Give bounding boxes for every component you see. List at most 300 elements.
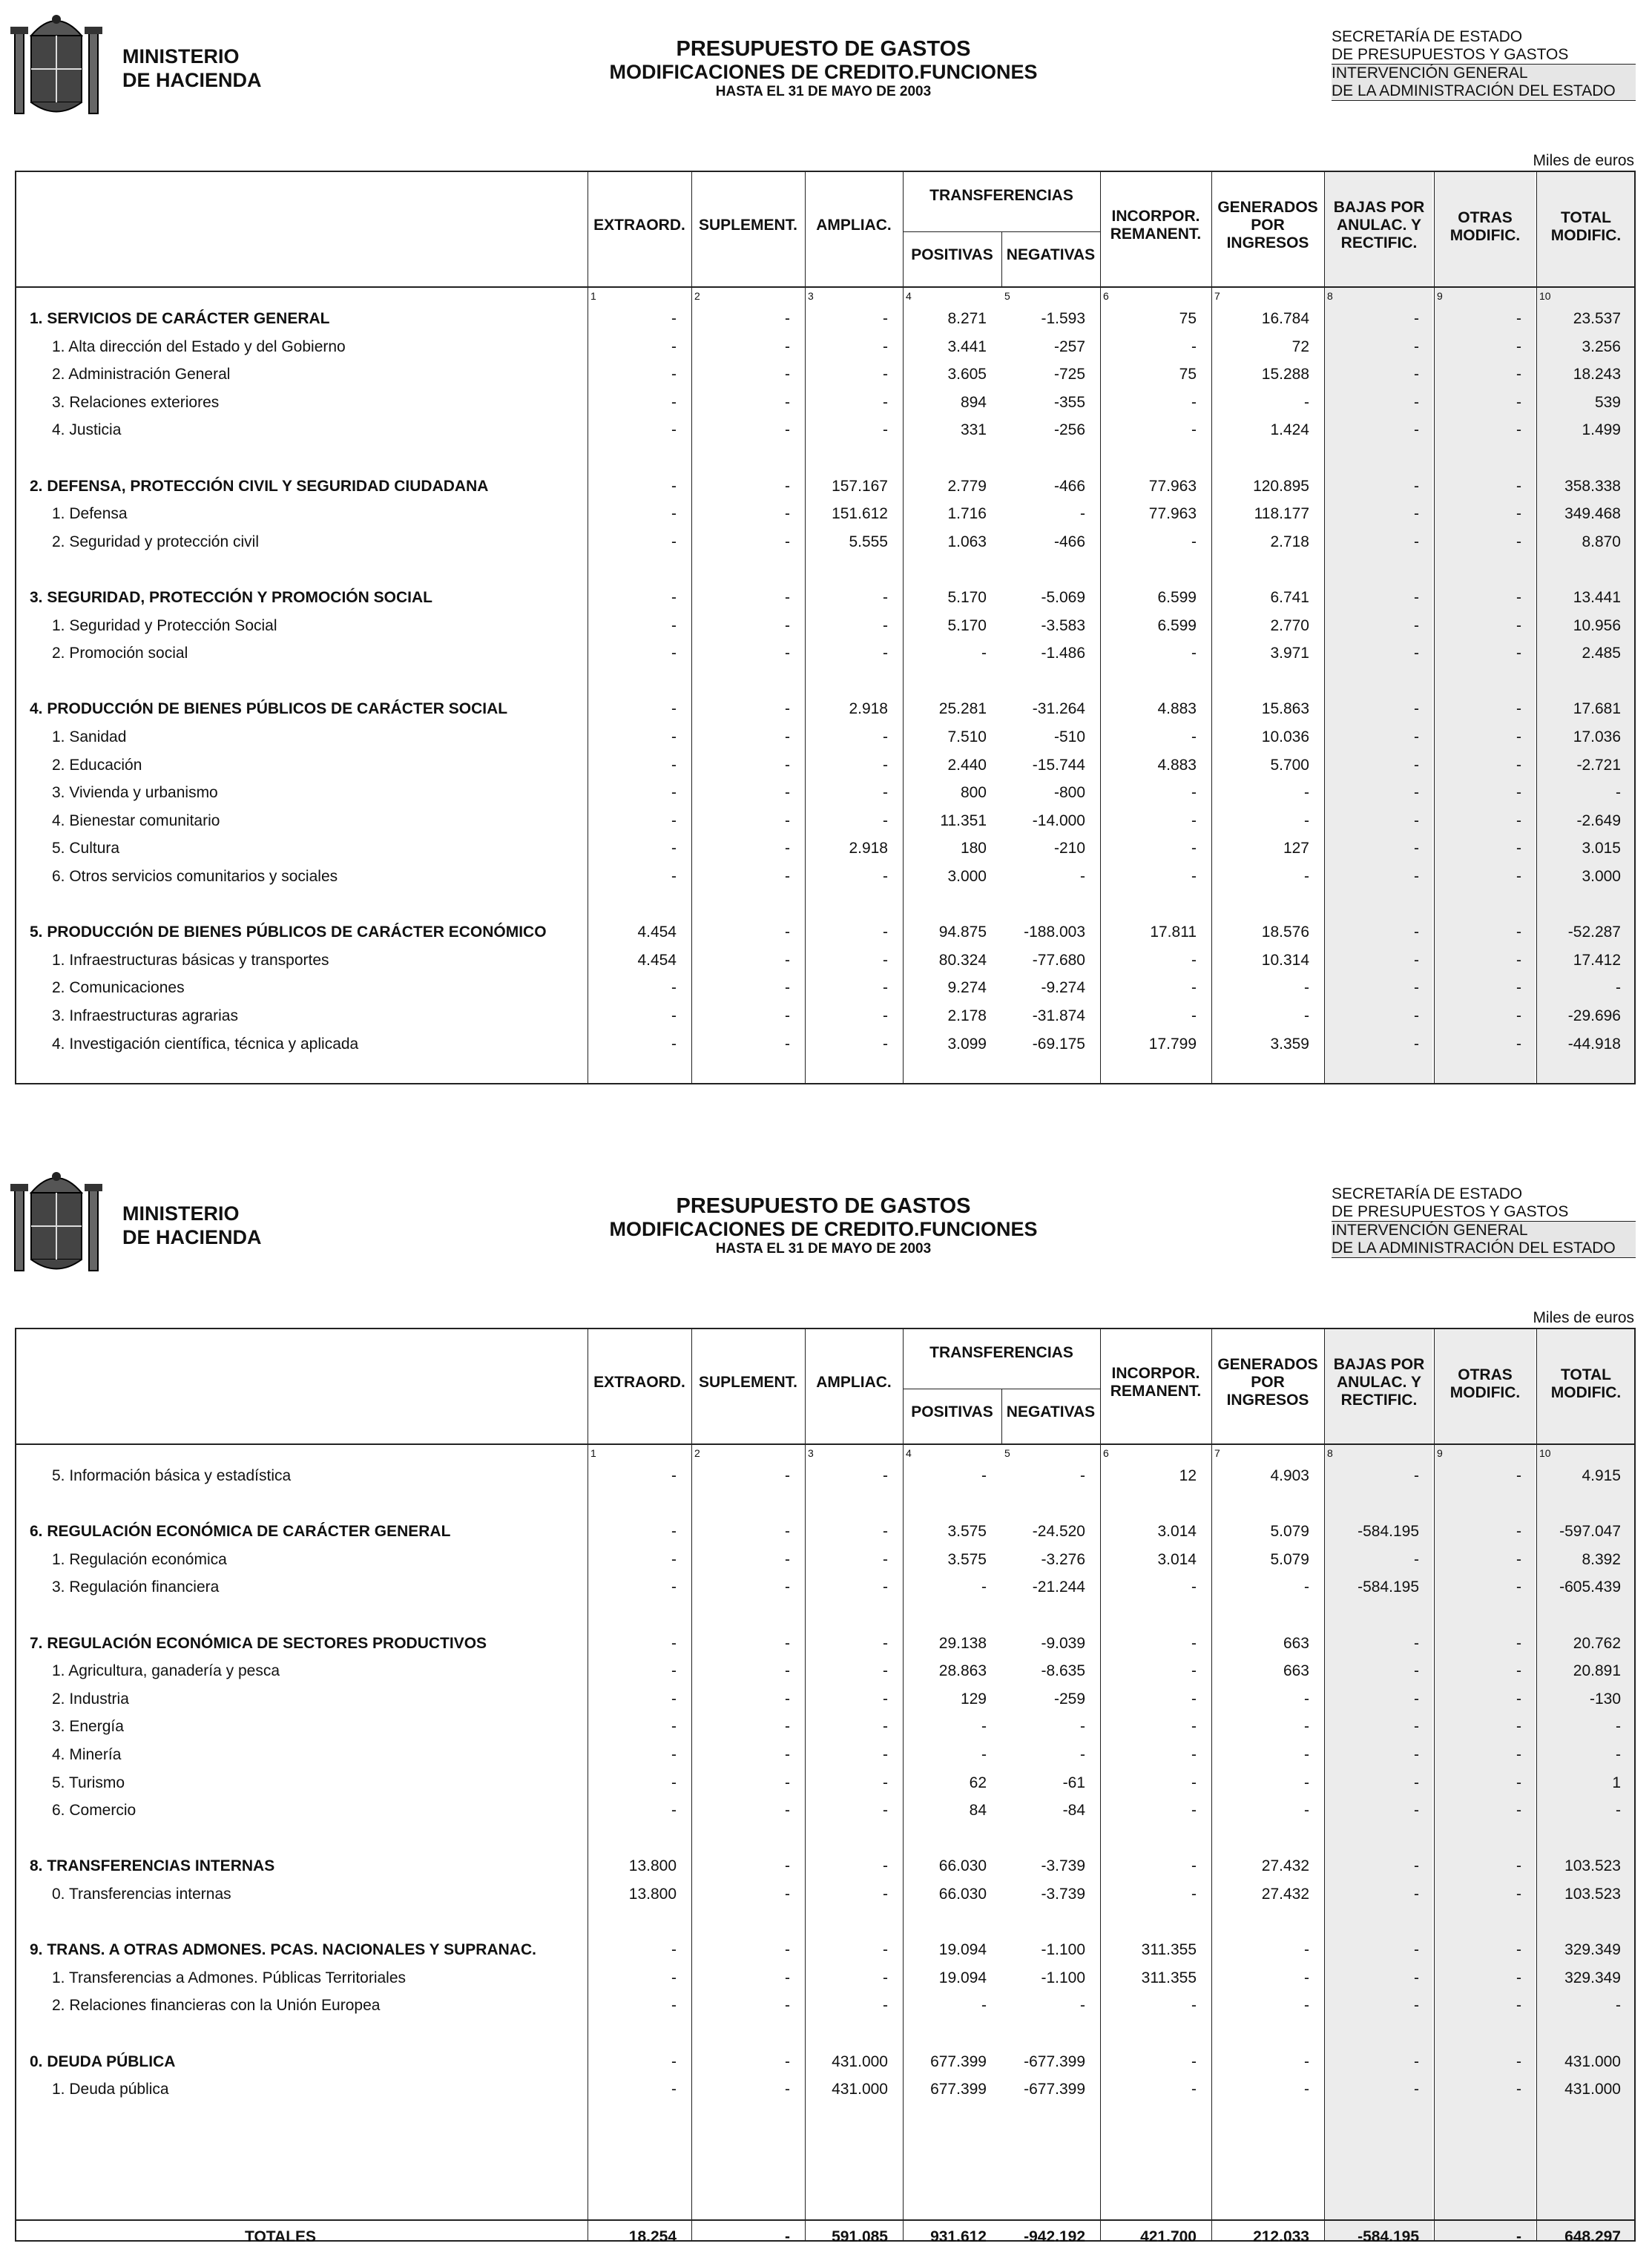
col-number: 10 <box>1539 290 1551 302</box>
cell-value: - <box>1080 505 1085 523</box>
cell-value: - <box>1304 979 1309 997</box>
cell-value: - <box>671 756 677 774</box>
col-header-incorpor <box>1100 1365 1211 1400</box>
table-row <box>0 640 1652 667</box>
cell-value: -21.244 <box>1032 1578 1085 1596</box>
cell-value: 2.770 <box>1270 616 1309 634</box>
cell-value: 894 <box>960 393 987 411</box>
cell-value: - <box>1304 393 1309 411</box>
cell-value: - <box>1304 1746 1309 1763</box>
col-header-total-l2: MODIFIC. <box>1550 227 1622 244</box>
cell-value: 77.963 <box>1148 505 1197 523</box>
cell-value: - <box>1414 310 1419 327</box>
cell-value: - <box>785 1802 790 1820</box>
col-header-bajas-l2: ANULAC. Y <box>1337 217 1421 234</box>
intervencion-line1: INTERVENCIÓN GENERAL <box>1332 65 1636 82</box>
cell-value: - <box>1304 1997 1309 2015</box>
cell-value: 17.799 <box>1148 1035 1197 1053</box>
cell-value: - <box>785 1007 790 1024</box>
table-row <box>0 780 1652 806</box>
cell-value: - <box>785 1997 790 2015</box>
cell-value: 663 <box>1283 1662 1309 1680</box>
cell-value: - <box>1414 1634 1419 1652</box>
cell-value: - <box>671 505 677 523</box>
cell-value: -3.276 <box>1041 1550 1085 1568</box>
cell-value: -130 <box>1589 1690 1621 1708</box>
cell-value: 27.432 <box>1261 1886 1309 1903</box>
cell-value: - <box>671 1774 677 1791</box>
col-number: 9 <box>1437 1447 1443 1459</box>
ministry-name <box>122 45 262 92</box>
cell-value: -2.721 <box>1576 756 1621 774</box>
cell-value: - <box>785 1941 790 1959</box>
cell-value: 129 <box>960 1690 987 1708</box>
report-subtitle: MODIFICACIONES DE CREDITO.FUNCIONES <box>609 1218 1038 1240</box>
cell-value: 10.314 <box>1261 951 1309 969</box>
cell-value: - <box>883 616 888 634</box>
col-header-negativas: NEGATIVAS <box>1006 1403 1096 1420</box>
cell-value: - <box>883 1523 888 1541</box>
cell-value: -3.739 <box>1041 1886 1085 1903</box>
cell-value: 18.243 <box>1573 366 1621 383</box>
cell-value: -210 <box>1053 840 1085 857</box>
cell-value: - <box>883 784 888 802</box>
cell-value: 13.800 <box>628 1857 677 1875</box>
cell-value: -5.069 <box>1041 589 1085 606</box>
cell-value: - <box>883 366 888 383</box>
cell-value: - <box>1191 784 1197 802</box>
cell-value: - <box>671 477 677 495</box>
col-header-total-l1: TOTAL <box>1560 1366 1612 1383</box>
cell-value: -466 <box>1053 477 1085 495</box>
cell-value: - <box>1516 645 1521 662</box>
row-label: 1. Sanidad <box>52 728 127 745</box>
cell-value: 11.351 <box>940 811 987 829</box>
cell-value: 2.918 <box>849 700 888 718</box>
cell-value: - <box>883 1467 888 1484</box>
cell-value: - <box>883 1007 888 1024</box>
cell-value: -31.264 <box>1032 700 1085 718</box>
col-header-generados-l2: POR <box>1251 217 1285 234</box>
cell-value: - <box>1516 728 1521 745</box>
row-label: 0. Transferencias internas <box>52 1886 231 1903</box>
spacer-row <box>0 668 1652 695</box>
cell-value: - <box>1414 979 1419 997</box>
cell-value: - <box>785 700 790 718</box>
cell-value: - <box>785 616 790 634</box>
row-label: 3. Vivienda y urbanismo <box>52 784 218 802</box>
cell-value: - <box>785 1035 790 1053</box>
cell-value: - <box>1516 616 1521 634</box>
cell-value: 329.349 <box>1564 1969 1621 1986</box>
row-label: 3. SEGURIDAD, PROTECCIÓN Y PROMOCIÓN SOCIAL <box>30 589 432 606</box>
cell-value: 75 <box>1179 366 1197 383</box>
cell-value: -31.874 <box>1032 1007 1085 1024</box>
cell-value: - <box>1414 1969 1419 1986</box>
table-row <box>0 1992 1652 2019</box>
cell-value: - <box>1516 1718 1521 1736</box>
cell-value: - <box>1191 811 1197 829</box>
table-row <box>0 1881 1652 1908</box>
cell-value: - <box>671 1523 677 1541</box>
cell-value: - <box>785 505 790 523</box>
col-header-negativas: NEGATIVAS <box>1006 246 1096 263</box>
cell-value: - <box>671 868 677 885</box>
row-label: 3. Infraestructuras agrarias <box>52 1007 238 1024</box>
table-row <box>0 1686 1652 1713</box>
spacer-row <box>0 2021 1652 2047</box>
col-number: 3 <box>808 1447 814 1459</box>
cell-value: - <box>1304 1774 1309 1791</box>
cell-value: 1.063 <box>947 533 987 550</box>
cell-value: 1.424 <box>1270 421 1309 439</box>
cell-value: - <box>671 1550 677 1568</box>
cell-value: - <box>671 1802 677 1820</box>
cell-value: 3.971 <box>1270 645 1309 662</box>
cell-value: - <box>1414 784 1419 802</box>
row-label: 0. DEUDA PÚBLICA <box>30 2052 176 2070</box>
cell-value: -1.486 <box>1041 645 1085 662</box>
cell-value: -15.744 <box>1032 756 1085 774</box>
cell-value: -1.593 <box>1041 310 1085 327</box>
col-header-total <box>1536 209 1636 245</box>
header-divider <box>15 286 1636 288</box>
cell-value: - <box>1191 1718 1197 1736</box>
cell-value: 5.079 <box>1270 1550 1309 1568</box>
cell-value: 331 <box>960 421 987 439</box>
row-label: 2. DEFENSA, PROTECCIÓN CIVIL Y SEGURIDAD CIUDADANA <box>30 477 489 495</box>
cell-value: 431.000 <box>1564 2081 1621 2098</box>
col-number: 4 <box>906 290 912 302</box>
cell-value: - <box>883 756 888 774</box>
cell-value: - <box>981 1997 987 2015</box>
cell-value: - <box>1516 421 1521 439</box>
cell-value: - <box>785 1634 790 1652</box>
table-row <box>0 724 1652 751</box>
col-header-generados <box>1211 1356 1324 1409</box>
cell-value: - <box>671 728 677 745</box>
cell-value: - <box>671 1007 677 1024</box>
cell-value: -605.439 <box>1559 1578 1621 1596</box>
cell-value: 1 <box>1612 1774 1621 1791</box>
cell-value: - <box>1414 1550 1419 1568</box>
section-row <box>0 919 1652 946</box>
cell-value: 84 <box>969 1802 987 1820</box>
cell-value: 77.963 <box>1148 477 1197 495</box>
col-header-extraord: EXTRAORD. <box>593 217 685 234</box>
cell-value: - <box>1304 868 1309 885</box>
col-header-bajas-l3: RECTIFIC. <box>1340 1392 1418 1409</box>
cell-value: - <box>981 645 987 662</box>
cell-value: - <box>1414 1746 1419 1763</box>
cell-value: - <box>1414 1035 1419 1053</box>
cell-value: 3.099 <box>947 1035 987 1053</box>
cell-value: 3.000 <box>947 868 987 885</box>
table-row <box>0 361 1652 388</box>
row-label: 1. Transferencias a Admones. Públicas Territoriales <box>52 1969 407 1986</box>
cell-value: -256 <box>1053 421 1085 439</box>
cell-value: - <box>671 616 677 634</box>
cell-value: 23.537 <box>1573 310 1621 327</box>
cell-value: 349.468 <box>1564 505 1621 523</box>
cell-value: 2.918 <box>849 840 888 857</box>
row-label: 2. Industria <box>52 1690 129 1708</box>
cell-value: - <box>671 393 677 411</box>
col-header-total-l1: TOTAL <box>1560 209 1612 226</box>
col-header-positivas: POSITIVAS <box>911 1403 993 1420</box>
cell-value: - <box>671 1467 677 1484</box>
cell-value: - <box>1191 645 1197 662</box>
cell-value: - <box>785 2081 790 2098</box>
col-header-generados-l3: INGRESOS <box>1226 234 1309 251</box>
cell-value: - <box>1414 366 1419 383</box>
cell-value: 180 <box>960 840 987 857</box>
intervencion-line2: DE LA ADMINISTRACIÓN DEL ESTADO <box>1332 1239 1636 1258</box>
cell-value: - <box>1191 1802 1197 1820</box>
table-row <box>0 1742 1652 1768</box>
cell-value: - <box>1516 1941 1521 1959</box>
cell-value: - <box>671 366 677 383</box>
section-row <box>0 696 1652 722</box>
table-row <box>0 1463 1652 1489</box>
cell-value: - <box>1516 393 1521 411</box>
cell-value: - <box>1304 784 1309 802</box>
cell-value: -52.287 <box>1567 923 1621 941</box>
cell-value: - <box>785 645 790 662</box>
totals-value: 212.033 <box>1253 2228 1309 2245</box>
table-row <box>0 975 1652 1001</box>
table-row <box>0 1003 1652 1030</box>
cell-value: - <box>785 1857 790 1875</box>
col-number: 6 <box>1103 1447 1109 1459</box>
cell-value: 3.575 <box>947 1550 987 1568</box>
cell-value: - <box>785 868 790 885</box>
cell-value: - <box>785 2052 790 2070</box>
cell-value: -69.175 <box>1032 1035 1085 1053</box>
row-label: 3. Relaciones exteriores <box>52 393 220 411</box>
cell-value: -677.399 <box>1024 2052 1085 2070</box>
secretaria-line1: SECRETARÍA DE ESTADO <box>1332 1185 1523 1202</box>
cell-value: - <box>1516 1007 1521 1024</box>
totals-divider <box>15 2219 1636 2221</box>
cell-value: - <box>1191 840 1197 857</box>
row-label: 5. Información básica y estadística <box>52 1467 292 1484</box>
cell-value: 4.883 <box>1157 700 1197 718</box>
cell-value: - <box>1516 1746 1521 1763</box>
cell-value: 3.014 <box>1157 1523 1197 1541</box>
cell-value: 3.441 <box>947 338 987 355</box>
cell-value: 539 <box>1594 393 1621 411</box>
cell-value: -677.399 <box>1024 2081 1085 2098</box>
cell-value: 7.510 <box>947 728 987 745</box>
cell-value: -584.195 <box>1358 1523 1419 1541</box>
cell-value: - <box>883 393 888 411</box>
cell-value: - <box>1516 338 1521 355</box>
cell-value: - <box>1516 2081 1521 2098</box>
spacer-row <box>0 1491 1652 1518</box>
cell-value: - <box>785 1578 790 1596</box>
table-row <box>0 389 1652 416</box>
cell-value: - <box>785 1550 790 1568</box>
cell-value: - <box>1414 533 1419 550</box>
secretaria-block <box>1332 28 1636 101</box>
table-row <box>0 1797 1652 1824</box>
cell-value: - <box>883 421 888 439</box>
cell-value: - <box>1516 505 1521 523</box>
totals-value: -584.195 <box>1358 2228 1419 2245</box>
cell-value: - <box>671 784 677 802</box>
cell-value: 2.485 <box>1582 645 1621 662</box>
cell-value: 2.440 <box>947 756 987 774</box>
col-header-generados-l2: POR <box>1251 1374 1285 1391</box>
cell-value: - <box>1414 645 1419 662</box>
cell-value: -188.003 <box>1024 923 1085 941</box>
report-date: HASTA EL 31 DE MAYO DE 2003 <box>715 84 932 99</box>
cell-value: - <box>1516 1690 1521 1708</box>
cell-value: - <box>1414 756 1419 774</box>
cell-value: 2.718 <box>1270 533 1309 550</box>
cell-value: 17.036 <box>1573 728 1621 745</box>
cell-value: - <box>1414 2052 1419 2070</box>
table-row <box>0 2076 1652 2103</box>
row-label: 5. Cultura <box>52 840 120 857</box>
report-title-block <box>534 37 1113 101</box>
table-row <box>0 1713 1652 1740</box>
col-header-bajas-l3: RECTIFIC. <box>1340 234 1418 251</box>
cell-value: 3.014 <box>1157 1550 1197 1568</box>
section-row <box>0 306 1652 332</box>
cell-value: 329.349 <box>1564 1941 1621 1959</box>
table-row <box>0 1770 1652 1797</box>
cell-value: -597.047 <box>1559 1523 1621 1541</box>
cell-value: - <box>1516 477 1521 495</box>
cell-value: - <box>785 1886 790 1903</box>
col-header-incorpor-l2: REMANENT. <box>1110 1383 1202 1400</box>
cell-value: 5.700 <box>1270 756 1309 774</box>
table-row <box>0 529 1652 556</box>
cell-value: - <box>1414 393 1419 411</box>
cell-value: - <box>883 589 888 606</box>
cell-value: -1.100 <box>1041 1941 1085 1959</box>
col-number: 8 <box>1327 1447 1333 1459</box>
cell-value: - <box>671 1035 677 1053</box>
cell-value: - <box>1516 533 1521 550</box>
cell-value: 677.399 <box>930 2052 987 2070</box>
col-header-extraord: EXTRAORD. <box>593 1374 685 1391</box>
totals-value: 648.297 <box>1564 2228 1621 2245</box>
cell-value: 1.716 <box>947 505 987 523</box>
cell-value: -355 <box>1053 393 1085 411</box>
cell-value: - <box>671 811 677 829</box>
cell-value: 17.681 <box>1573 700 1621 718</box>
cell-value: 15.288 <box>1261 366 1309 383</box>
cell-value: 127 <box>1283 840 1309 857</box>
report-page-2 <box>0 1157 1652 2252</box>
cell-value: - <box>1516 1774 1521 1791</box>
col-number: 5 <box>1004 1447 1010 1459</box>
cell-value: -584.195 <box>1358 1578 1419 1596</box>
cell-value: - <box>785 1969 790 1986</box>
spacer-row <box>0 556 1652 583</box>
spacer-row <box>0 1909 1652 1936</box>
cell-value: - <box>671 1690 677 1708</box>
report-date: HASTA EL 31 DE MAYO DE 2003 <box>715 1241 932 1257</box>
cell-value: - <box>1191 1997 1197 2015</box>
row-label: 4. Bienestar comunitario <box>52 811 220 829</box>
cell-value: - <box>981 1746 987 1763</box>
col-header-incorpor-l2: REMANENT. <box>1110 225 1202 243</box>
cell-value: -44.918 <box>1567 1035 1621 1053</box>
cell-value: 19.094 <box>938 1941 987 1959</box>
cell-value: - <box>1616 979 1621 997</box>
col-number: 2 <box>694 290 700 302</box>
cell-value: - <box>1516 310 1521 327</box>
cell-value: - <box>1191 2052 1197 2070</box>
cell-value: - <box>883 1718 888 1736</box>
totals-value: - <box>785 2228 790 2245</box>
cell-value: -8.635 <box>1041 1662 1085 1680</box>
table-row <box>0 1965 1652 1992</box>
cell-value: 17.412 <box>1573 951 1621 969</box>
table-row <box>0 1574 1652 1601</box>
cell-value: 13.441 <box>1573 589 1621 606</box>
cell-value: - <box>883 868 888 885</box>
cell-value: - <box>1414 421 1419 439</box>
units-label: Miles de euros <box>1533 1309 1634 1326</box>
cell-value: - <box>785 811 790 829</box>
cell-value: - <box>1516 589 1521 606</box>
cell-value: 20.762 <box>1573 1634 1621 1652</box>
cell-value: 13.800 <box>628 1886 677 1903</box>
cell-value: - <box>671 2081 677 2098</box>
cell-value: - <box>1191 1662 1197 1680</box>
col-header-bajas <box>1324 199 1434 252</box>
cell-value: 8.271 <box>947 310 987 327</box>
col-header-bajas-l1: BAJAS POR <box>1333 199 1425 216</box>
cell-value: - <box>883 1690 888 1708</box>
report-title-block <box>534 1194 1113 1258</box>
cell-value: - <box>1414 868 1419 885</box>
cell-value: 10.036 <box>1261 728 1309 745</box>
cell-value: - <box>785 840 790 857</box>
col-header-incorpor-l1: INCORPOR. <box>1111 1365 1200 1382</box>
totals-value: 591.085 <box>832 2228 888 2245</box>
cell-value: - <box>785 923 790 941</box>
cell-value: - <box>1516 1886 1521 1903</box>
col-header-total <box>1536 1366 1636 1402</box>
table-row <box>0 835 1652 862</box>
cell-value: - <box>671 589 677 606</box>
cell-value: - <box>671 310 677 327</box>
cell-value: - <box>671 1746 677 1763</box>
cell-value: -257 <box>1053 338 1085 355</box>
cell-value: - <box>671 533 677 550</box>
table-row <box>0 334 1652 360</box>
row-label: 1. Deuda pública <box>52 2081 169 2098</box>
cell-value: - <box>1414 1718 1419 1736</box>
cell-value: -9.274 <box>1041 979 1085 997</box>
cell-value: -1.100 <box>1041 1969 1085 1986</box>
row-label: 6. Comercio <box>52 1802 136 1820</box>
cell-value: - <box>785 421 790 439</box>
col-header-otras <box>1434 209 1536 245</box>
col-header-incorpor-l1: INCORPOR. <box>1111 208 1200 225</box>
col-header-otras-l1: OTRAS <box>1458 209 1513 226</box>
cell-value: - <box>1191 533 1197 550</box>
coat-of-arms-seal <box>9 6 104 125</box>
cell-value: - <box>1516 1802 1521 1820</box>
section-row <box>0 1853 1652 1880</box>
